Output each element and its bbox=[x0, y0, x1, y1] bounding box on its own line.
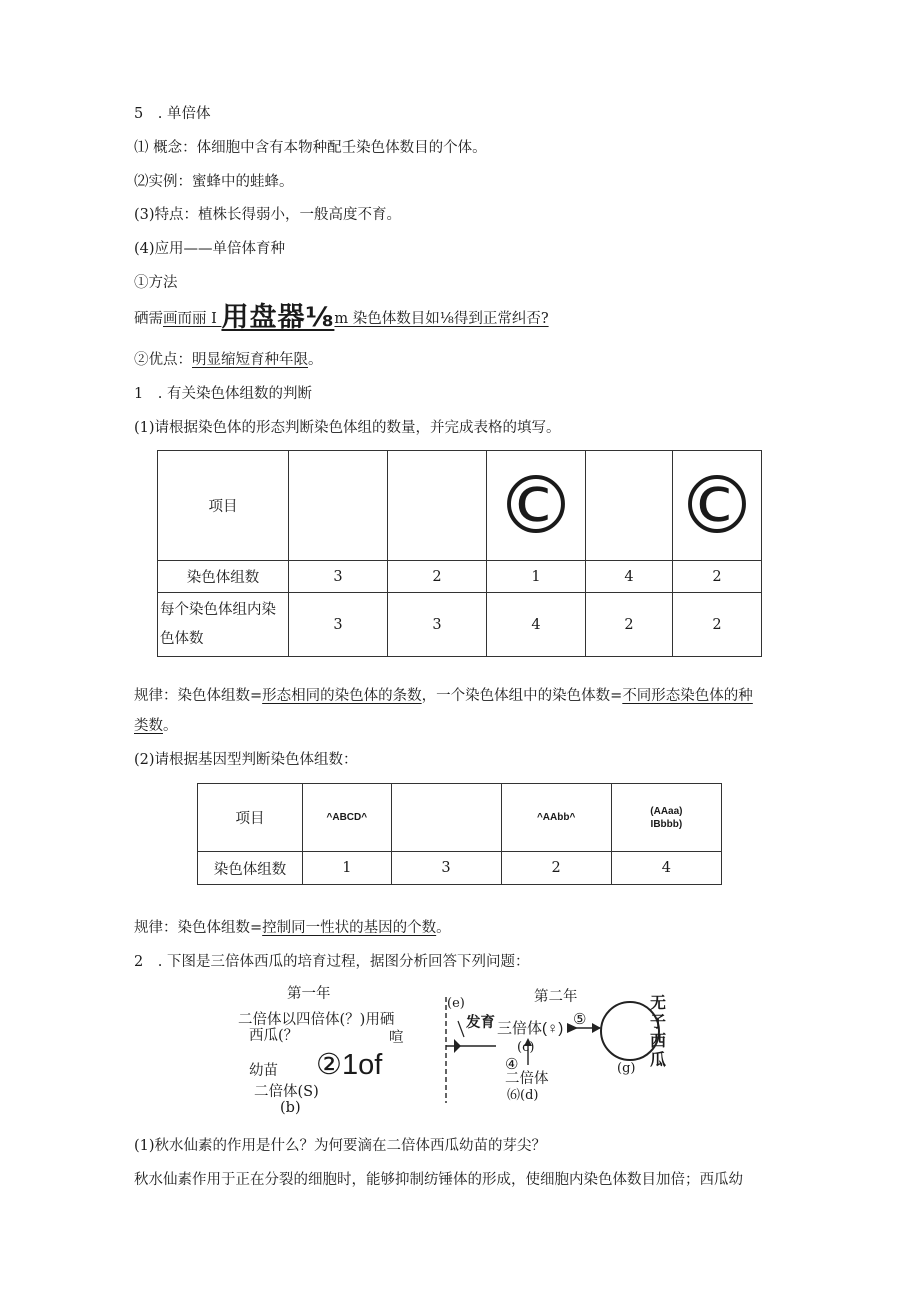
table2-genotype: ^AAbb^ bbox=[501, 784, 611, 852]
fig-label-triploid: 三倍体(♀) bbox=[497, 1020, 564, 1037]
fig-text-t2: 西瓜(？ bbox=[249, 1028, 299, 1044]
table2-header: 项目 bbox=[198, 784, 303, 852]
table2-row-label: 染色体组数 bbox=[198, 852, 303, 885]
copyright-icon: © bbox=[496, 458, 576, 552]
table1-cell: 2 bbox=[586, 593, 673, 657]
question-2-line: (2)请根据基因型判断染色体组数： bbox=[134, 752, 358, 768]
table1-cell: 2 bbox=[673, 561, 762, 593]
fig-year-two: 第二年 bbox=[534, 989, 578, 1005]
sub-question-1: (1)秋水仙素的作用是什么？为何要滴在二倍体西瓜幼苗的芽尖？ bbox=[134, 1138, 547, 1154]
rule1-text: 规律：染色体组数= bbox=[134, 688, 263, 704]
table2-genotype: ^ABCD^ bbox=[303, 784, 392, 852]
table2-genotype bbox=[391, 784, 501, 852]
table1-image-cell bbox=[388, 451, 487, 561]
table1-cell: 3 bbox=[388, 593, 487, 657]
fig-slash bbox=[458, 1021, 464, 1037]
question-3-line: 2 . 下图是三倍体西瓜的培育过程，据图分析回答下列问题： bbox=[134, 954, 530, 970]
sub-answer-1: 秋水仙素作用于正在分裂的细胞时，能够抑制纺锤体的形成，使细胞内染色体数目加倍；西瓜幼 bbox=[134, 1172, 743, 1188]
advantage-line bbox=[134, 350, 323, 370]
fig-text-seedling: 幼苗 bbox=[249, 1063, 278, 1079]
rule1-text: ，一个染色体组中的染色体数= bbox=[421, 688, 623, 704]
copyright-icon: © bbox=[677, 458, 757, 552]
table2-genotype-line: (AAaa) bbox=[650, 805, 683, 817]
example-line: ⑵实例：蜜蜂中的蛙蜂。 bbox=[134, 174, 294, 190]
rule1-text: 。 bbox=[163, 718, 178, 734]
fig-seedless-char: 西 bbox=[650, 1033, 667, 1050]
section-heading-haploid: 5 . 单倍体 bbox=[134, 106, 211, 122]
question-1-line: (1)请根据染色体的形态判断染色体组的数量，并完成表格的填写。 bbox=[134, 420, 561, 436]
fig-text-b: (b) bbox=[280, 1100, 301, 1116]
table1-image-cell bbox=[673, 451, 762, 561]
rule-1-line bbox=[134, 686, 753, 706]
fig-label-seedless-watermelon bbox=[650, 994, 670, 1070]
section-heading-judgement: 1 . 有关染色体组数的判断 bbox=[134, 386, 312, 402]
fig-label-e: (e) bbox=[447, 996, 465, 1011]
rule2-answer: 控制同一性状的基因的个数 bbox=[262, 920, 437, 936]
table1-image-cell bbox=[586, 451, 673, 561]
rule1-answer: 不同形态染色体的种 bbox=[622, 688, 753, 704]
rule-1-line-cont bbox=[134, 716, 178, 736]
rule-2-line bbox=[134, 918, 451, 938]
fig-text-diploid-s: 二倍体(S) bbox=[254, 1084, 319, 1100]
table1-cell: 4 bbox=[487, 593, 586, 657]
fig-label-d: ⑹(d) bbox=[507, 1088, 539, 1103]
method-text-a: 硒需 bbox=[134, 311, 163, 327]
concept-line: ⑴ 概念：体细胞中含有本物种配壬染色体数目的个体。 bbox=[134, 140, 487, 156]
method-text-b: 画而丽 I bbox=[163, 311, 222, 327]
fig-label-5: ⑤ bbox=[573, 1010, 587, 1028]
feature-line: (3)特点：植株长得弱小，一般高度不育。 bbox=[134, 207, 402, 223]
table1-row-label: 每个染色体组内染色体数 bbox=[158, 593, 289, 657]
fig-seedless-char: 瓜 bbox=[650, 1052, 667, 1069]
table2-genotype bbox=[611, 784, 721, 852]
table1-cell: 2 bbox=[388, 561, 487, 593]
rule1-answer: 形态相同的染色体的条数 bbox=[262, 688, 422, 704]
fig-label-c: (c) bbox=[517, 1040, 535, 1055]
table2-cell: 4 bbox=[611, 852, 721, 885]
advantage-label: ②优点： bbox=[134, 352, 192, 368]
table1-image-cell bbox=[289, 451, 388, 561]
table1-image-cell bbox=[487, 451, 586, 561]
advantage-answer: 明显缩短育种年限 bbox=[192, 352, 308, 368]
application-line: (4)应用——单倍体育种 bbox=[134, 241, 286, 257]
rule2-text: 。 bbox=[436, 920, 451, 936]
table1-header: 项目 bbox=[158, 451, 289, 561]
fig-label-grow: 发育 bbox=[466, 1015, 495, 1031]
table2-cell: 1 bbox=[303, 852, 392, 885]
advantage-end: 。 bbox=[308, 352, 323, 368]
method-line: ①方法 bbox=[134, 275, 178, 291]
rule2-text: 规律：染色体组数= bbox=[134, 920, 263, 936]
fig-text-t3: 喧 bbox=[389, 1030, 404, 1046]
table1-cell: 1 bbox=[487, 561, 586, 593]
fig-arrowhead bbox=[454, 1039, 461, 1053]
table1-cell: 2 bbox=[673, 593, 762, 657]
table1-cell: 4 bbox=[586, 561, 673, 593]
table1-cell: 3 bbox=[289, 561, 388, 593]
fig-label-diploid: 二倍体 bbox=[505, 1071, 549, 1087]
fig-year-one: 第一年 bbox=[287, 986, 331, 1002]
rule1-answer: 类数 bbox=[134, 718, 163, 734]
method-text-big: 用盘器⅛ bbox=[221, 302, 335, 333]
table1-row-label: 染色体组数 bbox=[158, 561, 289, 593]
fig-text-t1: 二倍体以四倍体(？)用硒 bbox=[238, 1012, 395, 1028]
chromosome-morphology-table bbox=[157, 450, 762, 657]
fig-text-t5: ②1of bbox=[316, 1049, 383, 1081]
table1-cell: 3 bbox=[289, 593, 388, 657]
fig-label-4: ④ bbox=[505, 1055, 519, 1073]
fig-arrowhead bbox=[592, 1023, 601, 1033]
table2-cell: 2 bbox=[501, 852, 611, 885]
genotype-table bbox=[197, 783, 722, 885]
method-text-c: m 染色体数目如⅛得到正常纠否? bbox=[334, 311, 549, 327]
fig-seedless-char: 无 bbox=[650, 995, 667, 1012]
fig-label-g: (g) bbox=[617, 1061, 636, 1076]
table2-cell: 3 bbox=[391, 852, 501, 885]
method-detail-line bbox=[134, 302, 549, 333]
table2-genotype-line: IBbbb) bbox=[650, 818, 683, 830]
fig-seedless-char: 子 bbox=[650, 1014, 667, 1031]
